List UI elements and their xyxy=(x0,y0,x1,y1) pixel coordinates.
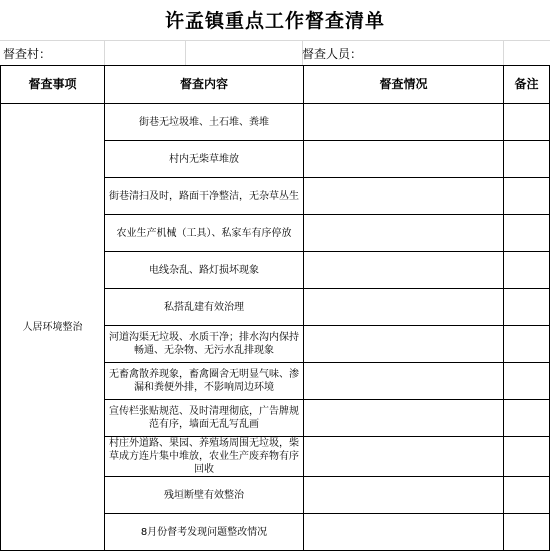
content-cell: 街巷清扫及时，路面干净整洁，无杂草丛生 xyxy=(105,178,304,215)
content-cell: 残垣断壁有效整治 xyxy=(105,477,304,514)
status-cell[interactable] xyxy=(304,215,504,252)
status-cell[interactable] xyxy=(304,178,504,215)
inspector-label: 督查人员： xyxy=(302,47,363,61)
status-cell[interactable] xyxy=(304,437,504,477)
status-cell[interactable] xyxy=(304,477,504,514)
remark-cell[interactable] xyxy=(504,141,550,178)
content-cell: 电线杂乱、路灯损坏现象 xyxy=(105,252,304,289)
remark-cell[interactable] xyxy=(504,104,550,141)
remark-cell[interactable] xyxy=(504,477,550,514)
header-row xyxy=(1,66,550,104)
header-content: 督查内容 xyxy=(105,66,304,104)
info-divider xyxy=(185,41,186,65)
info-row xyxy=(0,40,550,66)
remark-cell[interactable] xyxy=(504,289,550,326)
inspection-table xyxy=(0,65,550,551)
remark-cell[interactable] xyxy=(504,215,550,252)
content-cell: 河道沟渠无垃圾、水质干净；排水沟内保持畅通、无杂物、无污水乱排现象 xyxy=(105,326,304,363)
header-item: 督查事项 xyxy=(1,66,105,104)
category-cell: 人居环境整治 xyxy=(1,104,105,551)
status-cell[interactable] xyxy=(304,252,504,289)
content-cell: 无畜禽散养现象，畜禽圈舍无明显气味、渗漏和粪便外排，不影响周边环境 xyxy=(105,363,304,400)
content-cell: 村庄外道路、果园、养殖场周围无垃圾，柴草成方连片集中堆放，农业生产废弃物有序回收 xyxy=(105,437,304,477)
status-cell[interactable] xyxy=(304,363,504,400)
status-cell[interactable] xyxy=(304,289,504,326)
content-cell: 农业生产机械（工具）、私家车有序停放 xyxy=(105,215,304,252)
info-divider xyxy=(104,41,105,65)
status-cell[interactable] xyxy=(304,141,504,178)
content-cell: 街巷无垃圾堆、土石堆、粪堆 xyxy=(105,104,304,141)
header-remark: 备注 xyxy=(504,66,550,104)
village-label: 督查村： xyxy=(3,47,52,61)
status-cell[interactable] xyxy=(304,326,504,363)
remark-cell[interactable] xyxy=(504,437,550,477)
table-row xyxy=(1,104,550,141)
content-cell: 村内无柴草堆放 xyxy=(105,141,304,178)
page-title: 许孟镇重点工作督查清单 xyxy=(164,9,385,32)
remark-cell[interactable] xyxy=(504,400,550,437)
remark-cell[interactable] xyxy=(504,363,550,400)
status-cell[interactable] xyxy=(304,104,504,141)
info-divider xyxy=(503,41,504,65)
remark-cell[interactable] xyxy=(504,252,550,289)
content-cell: 宣传栏张贴规范、及时清理彻底，广告牌规范有序，墙面无乱写乱画 xyxy=(105,400,304,437)
status-cell[interactable] xyxy=(304,400,504,437)
content-cell: 8月份督考发现问题整改情况 xyxy=(105,514,304,551)
header-status: 督查情况 xyxy=(304,66,504,104)
remark-cell[interactable] xyxy=(504,326,550,363)
content-cell: 私搭乱建有效治理 xyxy=(105,289,304,326)
remark-cell[interactable] xyxy=(504,178,550,215)
